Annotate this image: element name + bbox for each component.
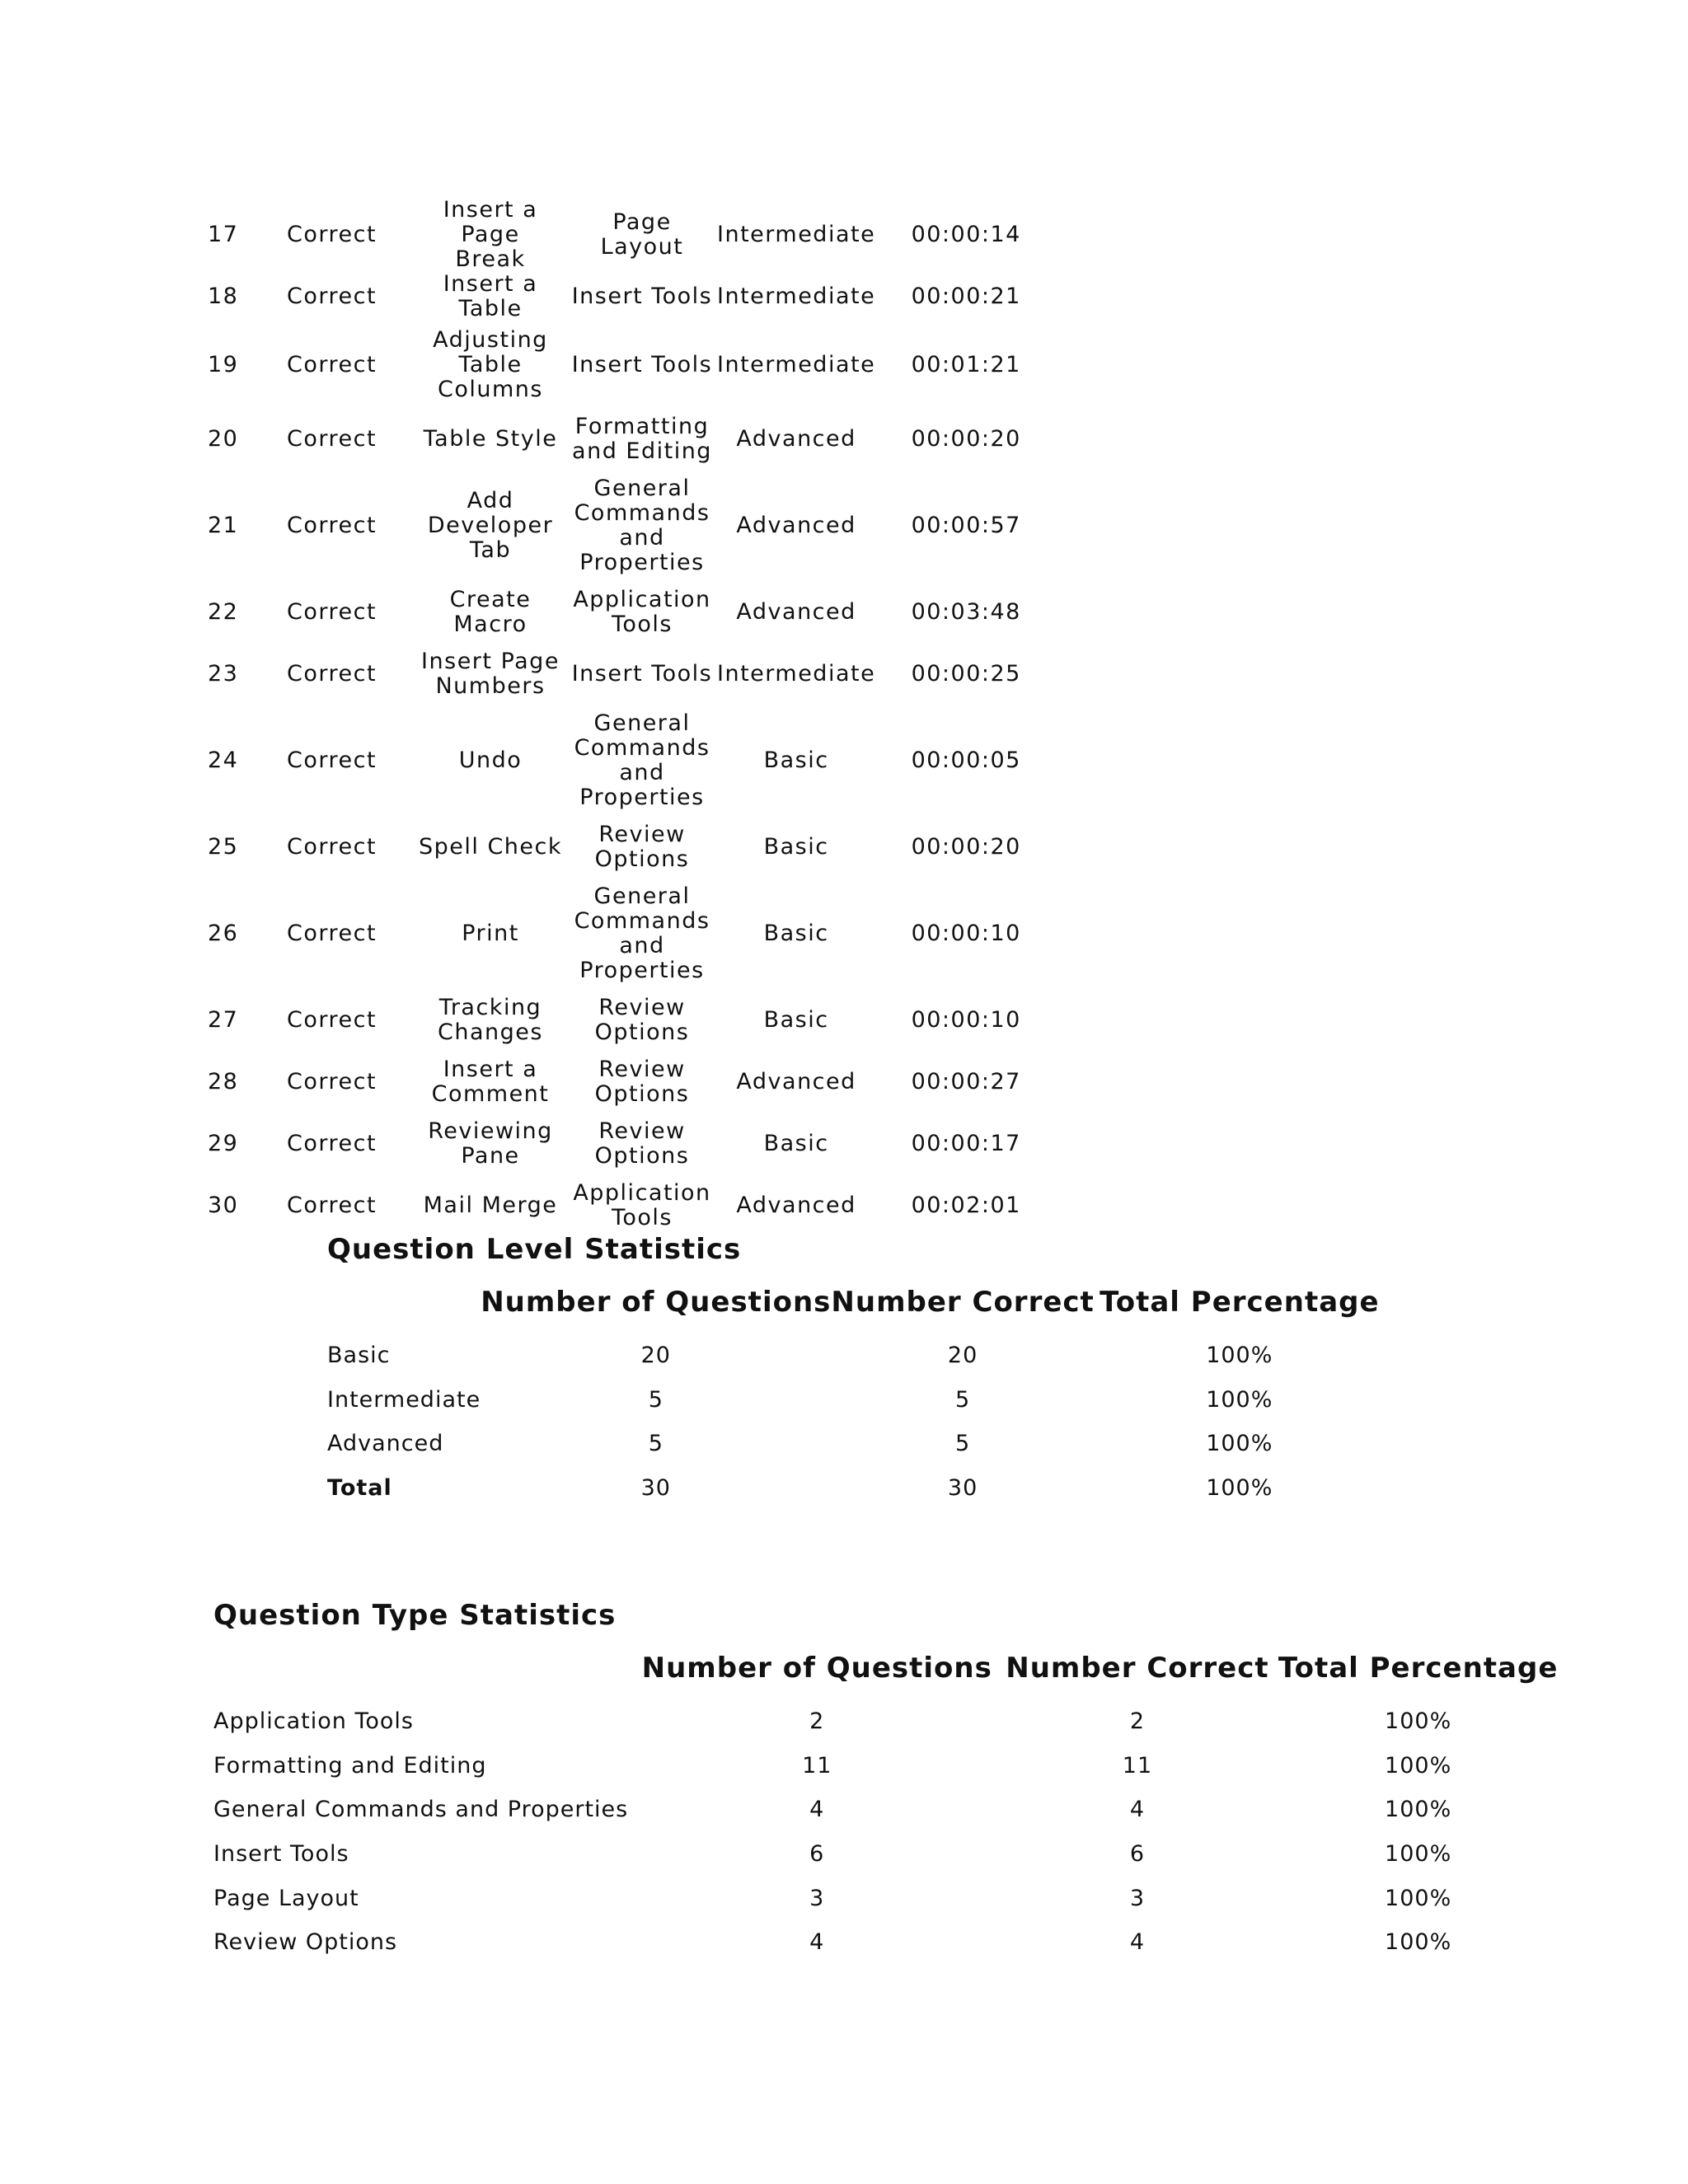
type-stats-header-num-correct: Number Correct	[1006, 1652, 1269, 1685]
table-row	[208, 408, 1057, 470]
question-level: Basic	[763, 833, 829, 860]
type-stats-num-correct: 11	[1122, 1752, 1153, 1779]
question-category-line: and	[619, 524, 665, 551]
question-category-line: Application	[573, 586, 711, 612]
result-status: Correct	[287, 425, 377, 452]
result-status: Correct	[287, 1192, 377, 1218]
time-taken: 00:00:05	[911, 747, 1021, 773]
type-stats-title: Question Type Statistics	[213, 1599, 617, 1632]
question-name-line: Adjusting	[433, 326, 548, 353]
table-row	[208, 1051, 1057, 1113]
type-stats-header-num-questions: Number of Questions	[641, 1652, 992, 1685]
question-category-line: Options	[594, 1142, 690, 1169]
question-category	[567, 321, 717, 408]
level-stats-num-questions: 30	[640, 1475, 671, 1502]
question-name	[414, 816, 567, 878]
question-name-line: Insert a	[443, 1056, 538, 1082]
question-name-line: Add	[467, 487, 514, 513]
type-stats-num-questions: 4	[809, 1929, 825, 1956]
question-name-line: Numbers	[435, 673, 546, 699]
type-stats-label: Formatting and Editing	[213, 1752, 487, 1779]
question-name-line: Tab	[469, 537, 512, 563]
table-row	[208, 272, 1057, 321]
question-number: 22	[208, 598, 239, 625]
level-stats-row	[327, 1422, 1385, 1466]
table-row	[208, 581, 1057, 643]
type-stats-num-correct: 2	[1129, 1708, 1146, 1735]
question-name-line: Spell Check	[418, 833, 563, 860]
table-row	[208, 878, 1057, 989]
question-number: 23	[208, 660, 239, 687]
question-category-line: Page Layout	[600, 209, 684, 260]
question-name	[414, 1174, 567, 1236]
time-taken: 00:00:25	[911, 660, 1021, 687]
result-status: Correct	[287, 747, 377, 773]
result-status: Correct	[287, 351, 377, 377]
level-stats-header-num-correct: Number Correct	[831, 1286, 1095, 1319]
level-stats-header-num-questions: Number of Questions	[481, 1286, 832, 1319]
question-level: Intermediate	[717, 284, 876, 309]
type-stats-row	[213, 1832, 1568, 1877]
question-name	[414, 408, 567, 470]
level-stats-percentage: 100%	[1206, 1386, 1273, 1413]
time-taken: 00:00:21	[911, 284, 1021, 309]
question-name-line: Mail Merge	[423, 1192, 558, 1218]
table-row	[208, 470, 1057, 581]
question-name-line: Insert Page	[421, 648, 560, 674]
question-category-line: Review	[598, 1056, 686, 1082]
question-name	[414, 1113, 567, 1174]
question-category	[567, 581, 717, 643]
type-stats-header-row	[213, 1652, 1568, 1699]
type-stats-label: Page Layout	[213, 1885, 359, 1911]
time-taken: 00:00:57	[911, 512, 1021, 538]
question-category-line: Options	[594, 846, 690, 872]
question-level: Basic	[763, 1006, 829, 1033]
type-stats-row	[213, 1920, 1568, 1965]
type-stats-num-questions: 2	[809, 1708, 825, 1735]
question-category-line: and Editing	[572, 438, 712, 464]
table-row	[208, 643, 1057, 705]
type-stats-label: Review Options	[213, 1929, 398, 1956]
question-level: Intermediate	[717, 222, 876, 247]
question-category	[567, 198, 717, 272]
question-number: 25	[208, 833, 239, 860]
table-row	[208, 198, 1057, 272]
question-category-line: Commands	[574, 734, 710, 761]
result-status: Correct	[287, 833, 377, 860]
question-number: 18	[208, 284, 239, 309]
question-name-line: Break	[455, 246, 526, 272]
level-stats-header-total-percentage: Total Percentage	[1100, 1286, 1380, 1319]
table-row	[208, 989, 1057, 1051]
question-level: Basic	[763, 747, 829, 773]
question-level: Intermediate	[717, 660, 876, 687]
result-status: Correct	[287, 1068, 377, 1094]
question-category	[567, 1051, 717, 1113]
question-category-line: Properties	[579, 784, 705, 810]
question-number: 30	[208, 1192, 239, 1218]
time-taken: 00:00:20	[911, 833, 1021, 860]
level-stats-label: Total	[327, 1475, 392, 1502]
time-taken: 00:00:17	[911, 1130, 1021, 1156]
time-taken: 00:01:21	[911, 351, 1021, 377]
result-status: Correct	[287, 660, 377, 687]
type-stats-percentage: 100%	[1385, 1797, 1452, 1823]
table-row	[208, 1113, 1057, 1174]
type-stats-num-correct: 4	[1129, 1929, 1146, 1956]
question-category-line: Formatting	[574, 413, 710, 439]
question-results-table	[208, 198, 1057, 1236]
question-category-line: and	[619, 759, 665, 785]
question-number: 19	[208, 351, 239, 377]
question-category-line: Commands	[574, 907, 710, 934]
question-category-line: Insert Tools	[571, 284, 713, 309]
question-name-line: Comment	[431, 1080, 550, 1107]
question-category	[567, 989, 717, 1051]
level-stats-header-row	[327, 1286, 1385, 1333]
question-category-line: Review	[598, 821, 686, 847]
question-name-line: Pane	[461, 1142, 520, 1169]
question-name	[414, 705, 567, 816]
type-stats-label: Application Tools	[213, 1708, 414, 1735]
type-stats-label: General Commands and Properties	[213, 1797, 629, 1823]
question-name-line: Developer	[427, 512, 554, 538]
question-name	[414, 989, 567, 1051]
question-number: 26	[208, 920, 239, 946]
question-category	[567, 1113, 717, 1174]
type-stats-header-total-percentage: Total Percentage	[1278, 1652, 1559, 1685]
type-stats-label: Insert Tools	[213, 1841, 349, 1868]
type-stats-header-blank	[213, 1652, 628, 1699]
question-category	[567, 643, 717, 705]
question-category	[567, 878, 717, 989]
question-level: Intermediate	[717, 351, 876, 377]
question-category-line: Review	[598, 1118, 686, 1144]
type-stats-num-correct: 6	[1129, 1841, 1146, 1868]
level-stats-row	[327, 1333, 1385, 1378]
question-category	[567, 1174, 717, 1236]
question-name	[414, 643, 567, 705]
question-level: Basic	[763, 1130, 829, 1156]
question-category-line: Application	[573, 1179, 711, 1206]
level-stats-label: Basic	[327, 1343, 391, 1369]
type-stats-percentage: 100%	[1385, 1752, 1452, 1779]
type-stats-num-correct: 3	[1129, 1885, 1146, 1911]
question-category-line: Options	[594, 1019, 690, 1045]
question-category-line: Insert Tools	[571, 660, 713, 687]
question-category-line: Insert Tools	[571, 351, 713, 377]
question-category-line: General	[593, 710, 691, 736]
level-stats-percentage: 100%	[1206, 1343, 1273, 1369]
result-status: Correct	[287, 222, 377, 247]
time-taken: 00:00:10	[911, 1006, 1021, 1033]
table-row	[208, 1174, 1057, 1236]
level-stats-num-questions: 20	[640, 1343, 671, 1369]
question-level: Basic	[763, 920, 829, 946]
question-category-line: General	[593, 475, 691, 501]
question-category-line: Review	[598, 994, 686, 1020]
result-status: Correct	[287, 920, 377, 946]
question-name-line: Columns	[438, 376, 543, 402]
level-stats-num-questions: 5	[648, 1386, 663, 1413]
level-stats-row	[327, 1466, 1385, 1511]
question-category-line: Commands	[574, 499, 710, 526]
type-stats-percentage: 100%	[1385, 1708, 1452, 1735]
level-stats-num-correct: 20	[947, 1343, 978, 1369]
type-stats-row	[213, 1876, 1568, 1920]
question-name-line: Table	[458, 351, 523, 377]
level-stats-body	[327, 1333, 1385, 1510]
type-stats-percentage: 100%	[1385, 1885, 1452, 1911]
level-stats-percentage: 100%	[1206, 1431, 1273, 1457]
question-name-line: Insert a Page	[443, 197, 538, 247]
result-status: Correct	[287, 1006, 377, 1033]
type-stats-percentage: 100%	[1385, 1929, 1452, 1956]
table-row	[208, 816, 1057, 878]
level-stats-num-questions: 5	[648, 1431, 663, 1457]
question-name	[414, 321, 567, 408]
result-status: Correct	[287, 598, 377, 625]
type-stats-num-questions: 3	[809, 1885, 825, 1911]
question-name	[414, 581, 567, 643]
type-stats-row	[213, 1744, 1568, 1788]
result-status: Correct	[287, 284, 377, 309]
level-stats-num-correct: 30	[947, 1475, 978, 1502]
type-stats-num-questions: 4	[809, 1797, 825, 1823]
time-taken: 00:00:14	[911, 222, 1021, 247]
level-stats-label: Intermediate	[327, 1386, 481, 1413]
question-category-line: Properties	[579, 549, 705, 575]
question-results-body	[208, 198, 1057, 1236]
question-category	[567, 408, 717, 470]
question-number: 24	[208, 747, 239, 773]
question-category-line: Properties	[579, 957, 705, 983]
question-name	[414, 470, 567, 581]
type-stats-percentage: 100%	[1385, 1841, 1452, 1868]
level-stats-num-correct: 5	[955, 1386, 971, 1413]
type-stats-body	[213, 1699, 1568, 1965]
question-level: Advanced	[736, 1068, 856, 1094]
type-stats-row	[213, 1788, 1568, 1832]
question-number: 20	[208, 425, 239, 452]
question-name	[414, 198, 567, 272]
table-row	[208, 705, 1057, 816]
question-name-line: Table Style	[423, 425, 558, 452]
time-taken: 00:00:10	[911, 920, 1021, 946]
level-stats-title: Question Level Statistics	[327, 1233, 742, 1266]
question-number: 17	[208, 222, 239, 247]
question-name-line: Insert a Table	[443, 271, 538, 321]
time-taken: 00:03:48	[911, 598, 1021, 625]
level-stats-label: Advanced	[327, 1431, 444, 1457]
question-name-line: Reviewing	[428, 1118, 553, 1144]
question-number: 27	[208, 1006, 239, 1033]
question-level: Advanced	[736, 425, 856, 452]
question-category	[567, 816, 717, 878]
question-category-line: and	[619, 932, 665, 958]
question-category-line: Options	[594, 1080, 690, 1107]
question-number: 29	[208, 1130, 239, 1156]
question-category	[567, 705, 717, 816]
question-number: 21	[208, 512, 239, 538]
question-category	[567, 470, 717, 581]
question-name-line: Create Macro	[449, 586, 532, 637]
type-stats-row	[213, 1699, 1568, 1744]
time-taken: 00:02:01	[911, 1192, 1021, 1218]
type-stats-num-questions: 6	[809, 1841, 825, 1868]
level-stats-row	[327, 1378, 1385, 1422]
type-stats-table	[213, 1652, 1568, 1965]
level-stats-table	[327, 1286, 1385, 1510]
question-name-line: Changes	[438, 1019, 543, 1045]
question-number: 28	[208, 1068, 239, 1094]
type-stats-num-questions: 11	[802, 1752, 832, 1779]
result-status: Correct	[287, 1130, 377, 1156]
level-stats-header-blank	[327, 1286, 481, 1333]
level-stats-num-correct: 5	[955, 1431, 971, 1457]
question-name	[414, 272, 567, 321]
time-taken: 00:00:27	[911, 1068, 1021, 1094]
level-stats-percentage: 100%	[1206, 1475, 1273, 1502]
table-row	[208, 321, 1057, 408]
question-category-line: General	[593, 883, 691, 909]
type-stats-num-correct: 4	[1129, 1797, 1146, 1823]
question-name	[414, 878, 567, 989]
question-name-line: Tracking	[438, 994, 542, 1020]
question-category-line: Tools	[611, 611, 673, 637]
question-name-line: Print	[462, 920, 519, 946]
time-taken: 00:00:20	[911, 425, 1021, 452]
question-category-line: Tools	[611, 1204, 673, 1230]
question-level: Advanced	[736, 512, 856, 538]
question-category	[567, 272, 717, 321]
question-name	[414, 1051, 567, 1113]
question-level: Advanced	[736, 598, 856, 625]
question-level: Advanced	[736, 1192, 856, 1218]
question-name-line: Undo	[458, 747, 523, 773]
result-status: Correct	[287, 512, 377, 538]
